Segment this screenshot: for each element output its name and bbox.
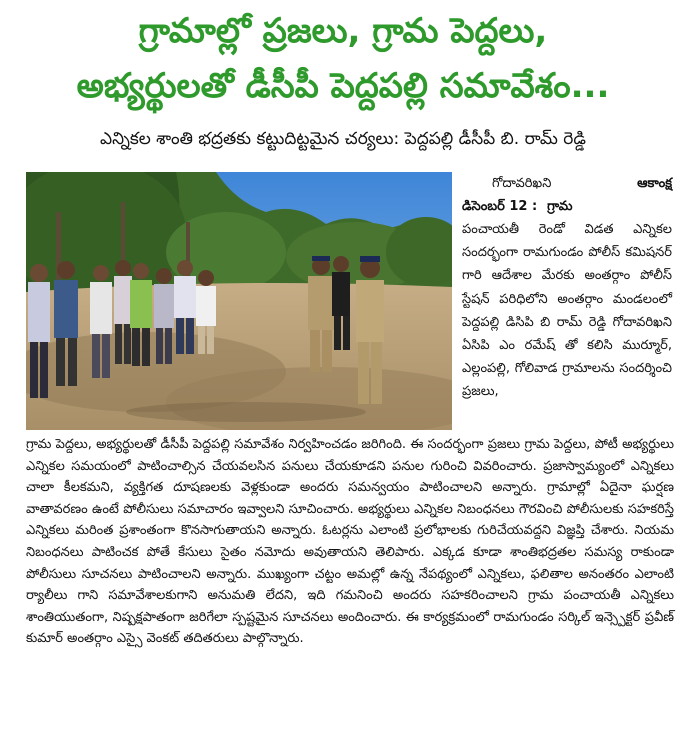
subheadline: ఎన్నికల శాంతి భద్రతకు కట్టుదిట్టమైన చర్యలు: పెద్దపల్లి డీసీపీ బి. రామ్ రెడ్డి [100,129,586,149]
dateline-lead: గ్రామ [547,199,573,214]
article-body-text: గ్రామ పెద్దలు, అభ్యర్థులతో డీసీపీ పెద్దపల్లి సమావేశం నిర్వహించడం జరిగింది. ఈ సందర్భంగా ప్రజలు గ్రామ పెద్దలు, పోటీ అభ్యర్థులు ఎన్నికల సమయంలో పాటించాల్సిన చేయవలసిన పనులు చేయకూడని పనుల గురించి వివరించారు. ప్రజాస్వామ్యంలో ఎన్నికలు చాలా కీలకమని, వ్యక్తిగత దూషణలకు వెళ్లకుండా అందరు సమన్వయం పాటించాలని అన్నారు. గ్రామాల్లో ఏదైనా ఘర్షణ వాతావరణం ఉంటే పోలీసులు సమాచారం ఇవ్వాలని సూచించారు. అభ్యర్థులు ఎన్నికల నిబంధనలు గౌరవించి పోలీసులకు సహకరిస్తే ఎన్నికలు మరింత ప్రశాంతంగా కొనసాగుతాయని అన్నారు. ఓటర్లను ఎలాంటి ప్రలోభాలకు గురిచేయవద్దని విజ్ఞప్తి చేశారు. నియమ నిబంధనలు పాటించక పోతే కేసులు సైతం నమోదు అవుతాయని తెలిపారు. ఎక్కడ కూడా శాంతిభద్రతల సమస్య రాకుండా పోలీసులు సూచనలు పాటించాలని అన్నారు. ముఖ్యంగా చట్టం అమల్లో ఉన్న నేపథ్యంలో ఎన్నికలు, ఫలితాల అనంతరం ఎలాంటి ర్యాలీలు గాని సమావేశాలకుగాని అనుమతి లేదని, ఇది గమనించి అందరు సహకరించాలని గ్రామ పంచాయతీ ఎన్నికలు శాంతియుతంగా, నిష్పక్షపాతంగా జరిగేలా స్పష్టమైన సూచనలు అందించారు. ఈ కార్యక్రమంలో రామగుండం సర్కిల్ ఇన్స్పెక్టర్ ప్రవీణ్ కుమార్ అంతర్గాం ఎస్సై వెంకట్ తదితరులు పాల్గొన్నారు. [26,437,674,647]
dateline-place: గోదావరిఖని [492,176,552,191]
photo-illustration [26,172,452,430]
dateline-reporter: ఆకాంక్ష [637,176,672,191]
headline-line-1: గ్రామాల్లో ప్రజలు, గ్రామ పెద్దలు, [138,11,548,51]
article-column-text: పంచాయతీ రెండో విడత ఎన్నికల సందర్భంగా రామగుండం పోలీస్ కమిషనర్ గారి ఆదేశాల మేరకు అంతర్గాం పోలీస్ స్టేషన్ పరిధిలోని అంతర్గాం మండలంలో పెద్దపల్లి డిసిపి బి రామ్ రెడ్డి గోదావరిఖని ఏసిపి ఎం రమేష్ తో కలిసి ముర్మూర్, ఎల్లంపల్లి, గోలివాడ గ్రామాలను సందర్శించి ప్రజలు, [462,222,672,400]
headline [0,0,686,118]
dateline-date: డిసెంబర్ 12 : [462,199,538,214]
dateline [462,172,672,218]
news-photo [26,172,452,430]
headline-line-2: అభ్యర్థులతో డీసీపీ పెద్దపల్లి సమావేశం... [76,66,610,106]
